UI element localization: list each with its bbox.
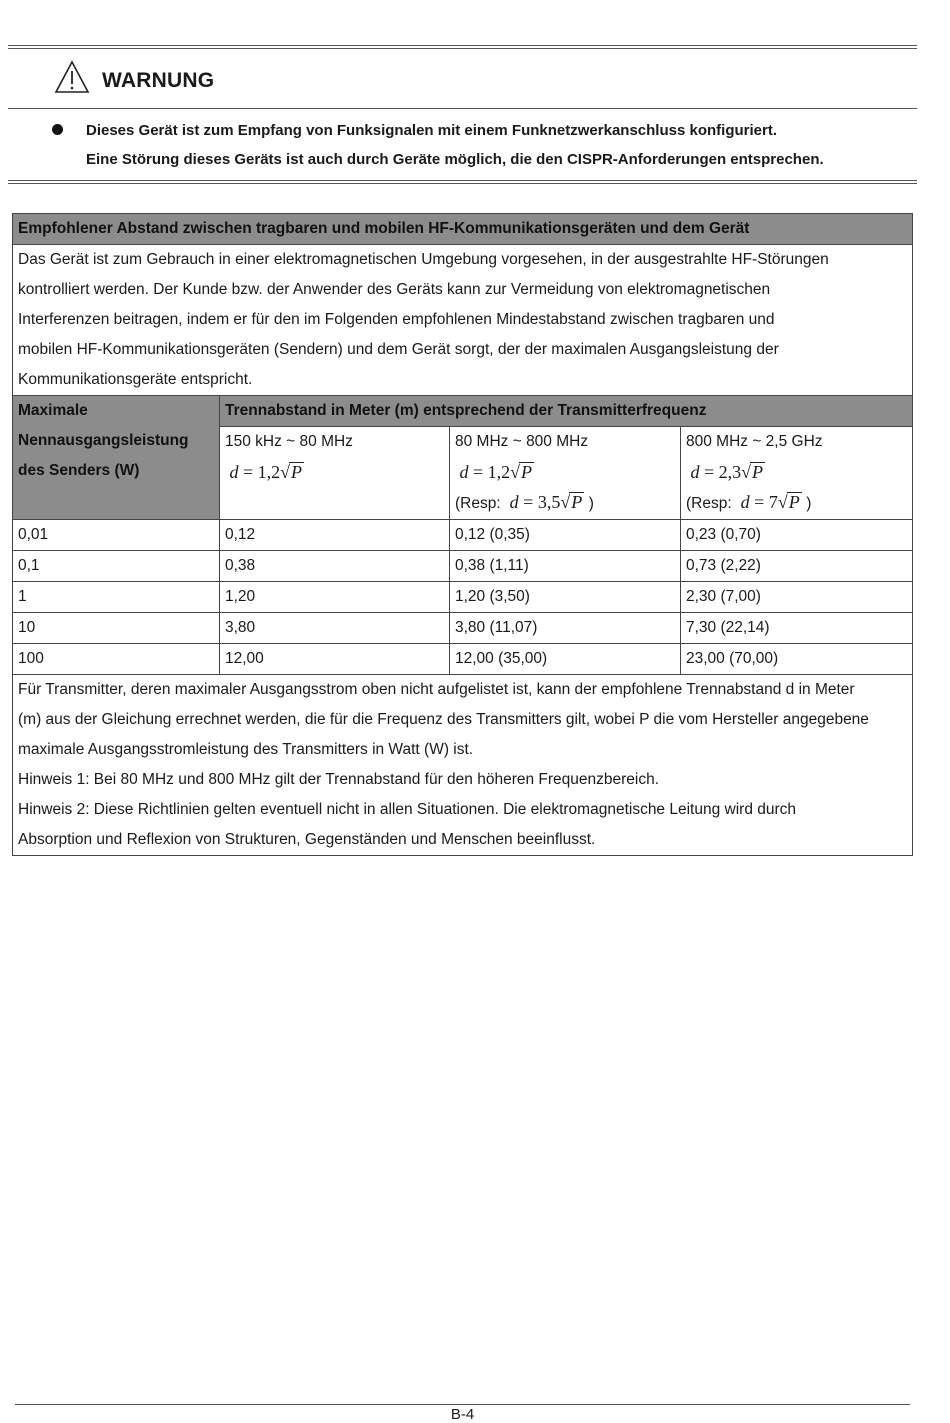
- band-formula: [455, 457, 675, 487]
- distance-cell: 0,12 (0,35): [450, 520, 681, 551]
- sqrt-icon: √: [777, 492, 788, 512]
- distance-cell: 0,23 (0,70): [681, 520, 913, 551]
- sqrt-icon: √: [741, 462, 752, 482]
- distance-cell: 3,80: [220, 613, 450, 644]
- formula-var: d: [229, 462, 239, 482]
- band-formula: [686, 457, 907, 487]
- band-1-header: [220, 427, 450, 520]
- hf-distance-table: [12, 213, 913, 856]
- formula-var: d: [509, 492, 519, 512]
- band-3-header: [681, 427, 913, 520]
- distance-cell: 0,73 (2,22): [681, 551, 913, 582]
- distance-cell: 1,20: [220, 582, 450, 613]
- page-number: B-4: [450, 1406, 475, 1423]
- warning-bottom-double-rule: [8, 180, 917, 184]
- formula-coef: 1,2: [257, 462, 281, 482]
- intro-line: Interferenzen beitragen, indem er für den im Folgenden empfohlenen Mindestabstand zwischen tragbaren und: [18, 311, 775, 328]
- band-resp-formula: [455, 487, 675, 519]
- formula-radicand: P: [571, 492, 583, 512]
- power-header: [13, 396, 220, 520]
- warning-title: WARNUNG: [102, 69, 215, 92]
- power-cell: 0,1: [13, 551, 220, 582]
- table-title: Empfohlener Abstand zwischen tragbaren und mobilen HF-Kommunikationsgeräten und dem Gerät: [13, 214, 913, 245]
- resp-prefix: (Resp:: [455, 495, 501, 512]
- distance-cell: 23,00 (70,00): [681, 644, 913, 675]
- note-line: (m) aus der Gleichung errechnet werden, die für die Frequenz des Transmitters gilt, wobei P die vom Hersteller angegebene: [18, 711, 869, 728]
- formula-radicand: P: [788, 492, 800, 512]
- distance-cell: 2,30 (7,00): [681, 582, 913, 613]
- formula-eq: =: [704, 462, 715, 482]
- intro-line: kontrolliert werden. Der Kunde bzw. der Anwender des Geräts kann zur Vermeidung von elektromagnetischen: [18, 281, 771, 298]
- formula-var: d: [690, 462, 700, 482]
- table-row: [13, 551, 913, 582]
- resp-suffix: ): [806, 495, 812, 512]
- sqrt-icon: √: [510, 462, 521, 482]
- warning-line-1: Dieses Gerät ist zum Empfang von Funksignalen mit einem Funknetzwerkanschluss konfiguriert.: [86, 122, 777, 139]
- note-line: Hinweis 2: Diese Richtlinien gelten eventuell nicht in allen Situationen. Die elektromagnetische Leitung wird durch: [18, 801, 797, 818]
- distance-cell: 0,12: [220, 520, 450, 551]
- formula-eq: =: [473, 462, 484, 482]
- band-formula: [225, 457, 444, 487]
- formula-coef: 3,5: [537, 492, 561, 512]
- band-range: 800 MHz ~ 2,5 GHz: [686, 433, 823, 450]
- table-row: [13, 582, 913, 613]
- distance-cell: 1,20 (3,50): [450, 582, 681, 613]
- note-line: Hinweis 1: Bei 80 MHz und 800 MHz gilt der Trennabstand für den höheren Frequenzbereich.: [18, 771, 660, 788]
- resp-suffix: ): [588, 495, 594, 512]
- power-header-line: des Senders (W): [18, 462, 140, 479]
- note-line: Absorption und Reflexion von Strukturen, Gegenständen und Menschen beeinflusst.: [18, 831, 596, 848]
- distance-cell: 12,00 (35,00): [450, 644, 681, 675]
- band-2-header: [450, 427, 681, 520]
- band-resp-formula: [686, 487, 907, 519]
- band-range: 80 MHz ~ 800 MHz: [455, 433, 589, 450]
- warning-line-2: Eine Störung dieses Geräts ist auch durch Geräte möglich, die den CISPR-Anforderungen entsprechen.: [86, 151, 824, 168]
- sqrt-icon: √: [280, 462, 291, 482]
- formula-coef: 2,3: [718, 462, 742, 482]
- formula-radicand: P: [521, 462, 533, 482]
- table-row: [13, 644, 913, 675]
- distance-header: Trennabstand in Meter (m) entsprechend der Transmitterfrequenz: [220, 396, 913, 427]
- intro-line: Das Gerät ist zum Gebrauch in einer elektromagnetischen Umgebung vorgesehen, in der ausgestrahlte HF-Störungen: [18, 251, 829, 268]
- power-cell: 0,01: [13, 520, 220, 551]
- table-intro: [13, 245, 913, 396]
- distance-cell: 7,30 (22,14): [681, 613, 913, 644]
- formula-eq: =: [243, 462, 254, 482]
- distance-cell: 12,00: [220, 644, 450, 675]
- power-header-line: Maximale: [18, 402, 88, 419]
- power-cell: 1: [13, 582, 220, 613]
- distance-cell: 3,80 (11,07): [450, 613, 681, 644]
- table-row: [13, 613, 913, 644]
- formula-var: d: [740, 492, 750, 512]
- warning-header: [54, 60, 214, 94]
- formula-eq: =: [523, 492, 534, 512]
- distance-cell: 0,38: [220, 551, 450, 582]
- note-line: maximale Ausgangsstromleistung des Transmitters in Watt (W) ist.: [18, 741, 474, 758]
- formula-coef: 7: [768, 492, 778, 512]
- table-notes: [13, 675, 913, 856]
- top-double-rule: [8, 45, 917, 49]
- footer-rule: [15, 1404, 910, 1405]
- power-cell: 100: [13, 644, 220, 675]
- formula-eq: =: [754, 492, 765, 512]
- formula-coef: 1,2: [487, 462, 511, 482]
- power-header-line: Nennausgangsleistung: [18, 432, 189, 449]
- warning-divider: [8, 108, 917, 109]
- formula-radicand: P: [291, 462, 303, 482]
- note-line: Für Transmitter, deren maximaler Ausgangsstrom oben nicht aufgelistet ist, kann der empfohlene Trennabstand d in Meter: [18, 681, 855, 698]
- band-range: 150 kHz ~ 80 MHz: [225, 433, 353, 450]
- warning-triangle-icon: [54, 60, 90, 94]
- distance-cell: 0,38 (1,11): [450, 551, 681, 582]
- resp-prefix: (Resp:: [686, 495, 732, 512]
- formula-var: d: [459, 462, 469, 482]
- power-cell: 10: [13, 613, 220, 644]
- bullet-icon: [52, 124, 63, 135]
- intro-line: mobilen HF-Kommunikationsgeräten (Sendern) und dem Gerät sorgt, der der maximalen Ausgangsleistung der: [18, 341, 779, 358]
- formula-radicand: P: [752, 462, 764, 482]
- table-row: [13, 520, 913, 551]
- sqrt-icon: √: [560, 492, 571, 512]
- intro-line: Kommunikationsgeräte entspricht.: [18, 371, 253, 388]
